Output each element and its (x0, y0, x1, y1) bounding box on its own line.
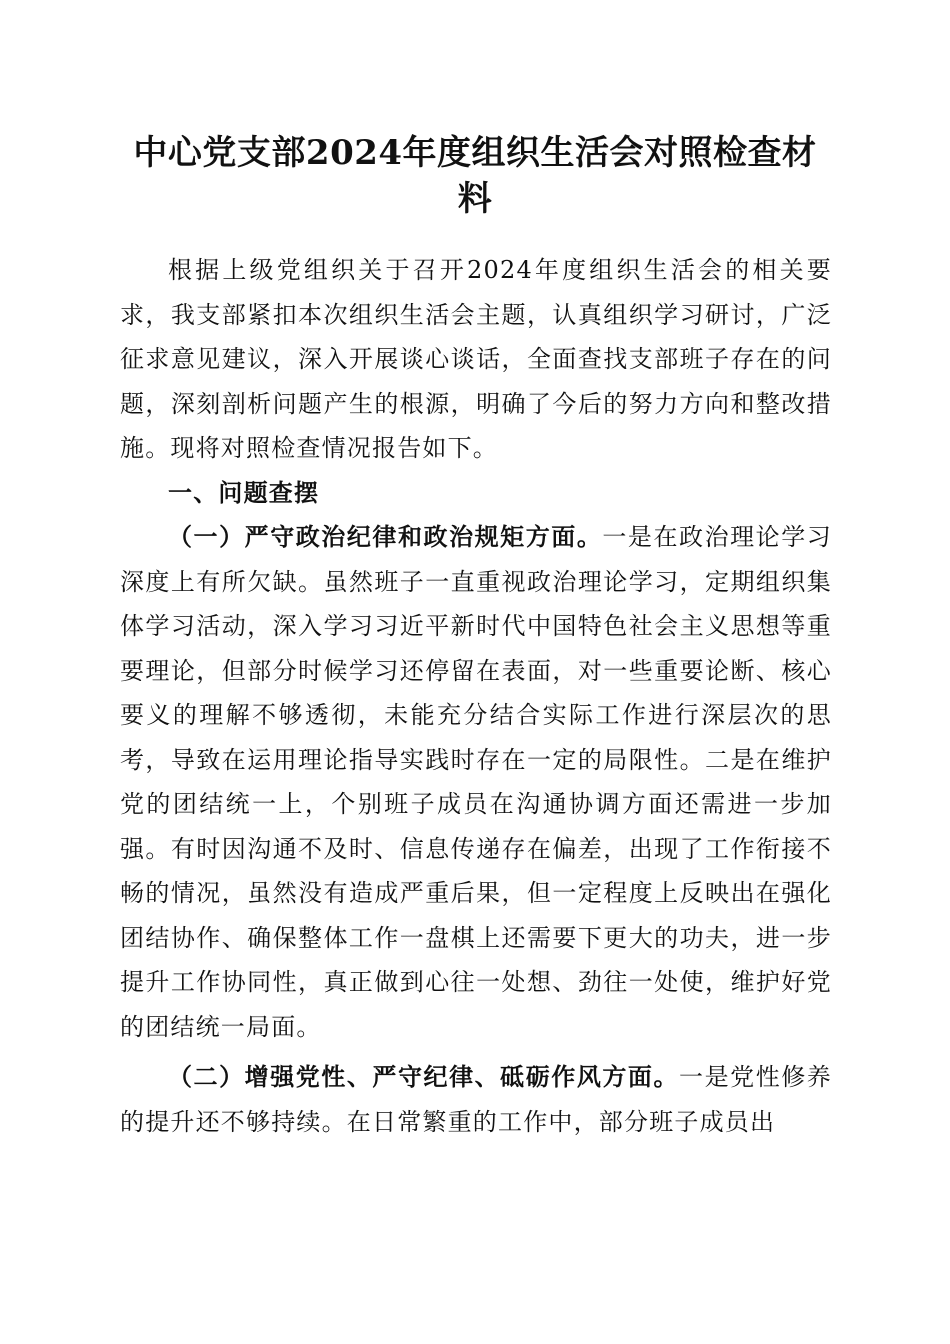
item-lead-party-spirit: （二）增强党性、严守纪律、砥砺作风方面。 (168, 1063, 680, 1091)
item-text-party-spirit: 一是党性修养的提升还不够持续。在日常繁重的工作中，部分班子成员出 (120, 1063, 833, 1136)
intro-paragraph: 根据上级党组织关于召开2024年度组织生活会的相关要求，我支部紧扣本次组织生活会主题，认真组织学习研讨，广泛征求意见建议，深入开展谈心谈话，全面查找支部班子存在的问题，深刻剖析问题产生的根源，明确了今后的努力方向和整改措施。现将对照检查情况报告如下。 (120, 256, 832, 462)
section-heading-problems: 一、问题查摆 (168, 478, 320, 507)
item-paragraph-political-discipline (120, 515, 832, 1049)
item-text-political-discipline: 一是在政治理论学习深度上有所欠缺。虽然班子一直重视政治理论学习，定期组织集体学习活动，深入学习习近平新时代中国特色社会主义思想等重要理论，但部分时候学习还停留在表面，对一些重要论断、核心要义的理解不够透彻，未能充分结合实际工作进行深层次的思考，导致在运用理论指导实践时存在一定的局限性。二是在维护党的团结统一上，个别班子成员在沟通协调方面还需进一步加强。有时因沟通不及时、信息传递存在偏差，出现了工作衔接不畅的情况，虽然没有造成严重后果，但一定程度上反映出在强化团结协作、确保整体工作一盘棋上还需要下更大的功夫，进一步提升工作协同性，真正做到心往一处想、劲往一处使，维护好党的团结统一局面。 (120, 523, 832, 1041)
document-title: 中心党支部2024年度组织生活会对照检查材料 (133, 133, 817, 219)
item-lead-political-discipline: （一）严守政治纪律和政治规矩方面。 (168, 523, 603, 551)
item-paragraph-party-spirit (120, 1055, 832, 1144)
document-body (120, 248, 832, 1144)
